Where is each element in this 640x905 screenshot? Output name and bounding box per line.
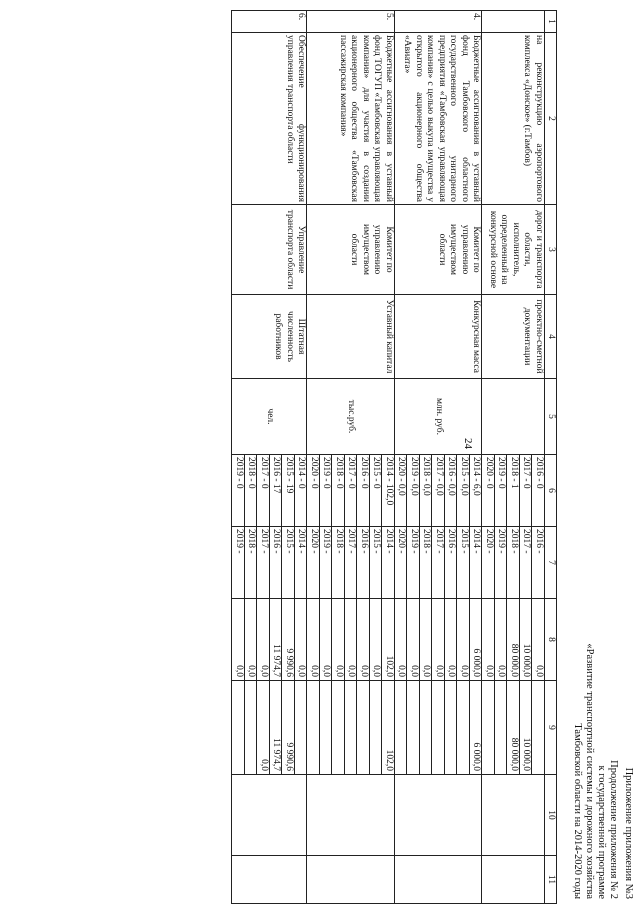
indicator: проектно-сметной документации: [482, 295, 545, 379]
indicator-value: 2019 - 0,0: [408, 455, 421, 526]
funding-year: 2018 -: [333, 527, 346, 598]
funding-year: 2018 -: [245, 527, 258, 598]
page-number: 24: [462, 438, 474, 449]
funding-year: 2020 -: [483, 527, 496, 598]
funding-year: 2014 -: [296, 529, 307, 554]
funding-total: 0,0: [458, 599, 471, 680]
funding-regional: [233, 681, 246, 774]
funding-total: 0,0: [445, 599, 458, 680]
unit: млн. руб.: [395, 379, 483, 455]
indicator-value: 2015 - 0: [370, 455, 383, 526]
indicator-value: 2016 - 0: [358, 455, 371, 526]
indicator-value: 2019 - 0: [320, 455, 333, 526]
col-header: 8: [545, 599, 557, 681]
indicator-value: 2015 - 0,0: [458, 455, 471, 526]
funding-regional-cell: [307, 681, 395, 775]
indicator-value-cell: [232, 455, 307, 527]
funding-year: 2016 -: [534, 529, 544, 554]
indicator: Конкурсная масса: [395, 295, 483, 379]
funding-regional: [445, 681, 458, 774]
funding-year-cell: [482, 527, 545, 599]
funding-regional: [495, 681, 508, 774]
funding-year: 2016 -: [445, 527, 458, 598]
funding-regional: 6 000,0: [471, 742, 482, 771]
funding-regional-cell: [482, 681, 545, 775]
funding-year: 2017 -: [520, 527, 533, 598]
funding-total: 0,0: [233, 599, 246, 680]
indicator-value: 2018 - 0,0: [420, 455, 433, 526]
row-number: [482, 11, 545, 33]
indicator-value: 2019 - 0: [233, 455, 246, 526]
table-row: [395, 11, 483, 904]
funding-total: 11 974,7: [270, 599, 283, 680]
program-table: [232, 10, 558, 904]
indicator-value-cell: [395, 455, 483, 527]
column-number-row: [545, 11, 557, 904]
funding-regional: 0,0: [258, 681, 271, 774]
col-header: 7: [545, 527, 557, 599]
unit: тыс.руб.: [307, 379, 395, 455]
indicator: Уставный капитал: [307, 295, 395, 379]
funding-total: 6 000,0: [471, 648, 482, 677]
table-body: [232, 11, 545, 904]
funding-regional: [358, 681, 371, 774]
indicator-value: 2017 - 0: [520, 455, 533, 526]
funding-total: 0,0: [395, 599, 408, 680]
funding-regional: 9 990,6: [283, 681, 296, 774]
funding-year: 2017 -: [345, 527, 358, 598]
table-row: [307, 11, 395, 904]
col-header: 2: [545, 33, 557, 205]
funding-year: 2016 -: [270, 527, 283, 598]
indicator-value: 2019 - 0: [495, 455, 508, 526]
funding-regional: [245, 681, 258, 774]
funding-year: 2019 -: [233, 527, 246, 598]
indicator-value: 2015 - 19: [283, 455, 296, 526]
funding-regional: 11 974,7: [270, 681, 283, 774]
executor: Управление транспорта области: [232, 205, 307, 295]
indicator-value: 2017 - 0: [345, 455, 358, 526]
funding-total: 0,0: [433, 599, 446, 680]
indicator-value: 2020 - 0: [308, 455, 321, 526]
funding-regional: 10 000,0: [520, 681, 533, 774]
funding-regional: [370, 681, 383, 774]
funding-regional: 80 000,0: [508, 681, 521, 774]
measure-name: Обеспечение функционирования управления транспорта области: [232, 33, 307, 205]
funding-total: 0,0: [296, 665, 307, 677]
funding-federal-cell: [232, 775, 307, 856]
indicator-value: 2014 - 0: [296, 457, 307, 489]
col-header: 4: [545, 295, 557, 379]
funding-regional: [295, 681, 307, 774]
indicator: Штатная численность работников: [232, 295, 307, 379]
funding-year: 2019 -: [320, 527, 333, 598]
funding-year: 2017 -: [258, 527, 271, 598]
funding-total-cell: [232, 599, 307, 681]
indicator-value: 2018 - 1: [508, 455, 521, 526]
funding-total: 0,0: [408, 599, 421, 680]
header-annex-3: Приложение приложения №3: [623, 767, 634, 899]
funding-other-cell: [307, 856, 395, 904]
indicator-value: 2018 - 0: [333, 455, 346, 526]
funding-federal-cell: [395, 775, 483, 856]
funding-year: 2015 -: [458, 527, 471, 598]
indicator-value: 2017 - 0,0: [433, 455, 446, 526]
funding-other-cell: [232, 856, 307, 904]
funding-other-cell: [395, 856, 483, 904]
funding-year: 2015 -: [370, 527, 383, 598]
funding-year: 2017 -: [433, 527, 446, 598]
col-header: 3: [545, 205, 557, 295]
indicator-value: 2020 - 0,0: [395, 455, 408, 526]
funding-regional-cell: [395, 681, 483, 775]
funding-total: 0,0: [483, 599, 496, 680]
col-header: 10: [545, 775, 557, 856]
col-header: 11: [545, 856, 557, 904]
funding-total: 80 000,0: [508, 599, 521, 680]
funding-regional: [483, 681, 496, 774]
funding-federal-cell: [482, 775, 545, 856]
funding-year: 2020 -: [308, 527, 321, 598]
col-header: 1: [545, 11, 557, 33]
funding-total: 0,0: [333, 599, 346, 680]
funding-total: 0,0: [320, 599, 333, 680]
indicator-value: 2020 - 0: [483, 455, 496, 526]
indicator-value: 2014 - 6,0: [471, 457, 482, 496]
funding-total: 0,0: [245, 599, 258, 680]
funding-total: 0,0: [308, 599, 321, 680]
row-number: 4.: [395, 11, 483, 33]
funding-regional: [433, 681, 446, 774]
executor: Комитет по управлению имуществом области: [307, 205, 395, 295]
executor: Комитет по управлению имуществом области: [395, 205, 483, 295]
header-program-years: Тамбовской области на 2014-2020 годы: [572, 723, 583, 899]
funding-total: 0,0: [358, 599, 371, 680]
col-header: 5: [545, 379, 557, 455]
indicator-value: 2018 - 0: [245, 455, 258, 526]
funding-year: 2015 -: [283, 527, 296, 598]
funding-total: 0,0: [258, 599, 271, 680]
funding-federal-cell: [307, 775, 395, 856]
funding-total-cell: [307, 599, 395, 681]
table-row: [482, 11, 545, 904]
funding-regional-cell: [232, 681, 307, 775]
funding-total: 0,0: [370, 599, 383, 680]
indicator-value-cell: [482, 455, 545, 527]
funding-year: 2016 -: [358, 527, 371, 598]
funding-year: 2020 -: [395, 527, 408, 598]
funding-regional: [345, 681, 358, 774]
header-annex-2: Продолжение приложения № 2: [608, 760, 619, 899]
funding-regional: [333, 681, 346, 774]
funding-regional: [420, 681, 433, 774]
funding-year: 2014 -: [384, 529, 394, 554]
funding-regional: [395, 681, 408, 774]
funding-year: 2019 -: [495, 527, 508, 598]
funding-regional: [533, 681, 545, 774]
funding-year-cell: [395, 527, 483, 599]
funding-regional: 102,0: [384, 749, 394, 771]
funding-year-cell: [232, 527, 307, 599]
funding-total: 9 990,6: [283, 599, 296, 680]
row-number: 6.: [232, 11, 307, 33]
funding-total: 0,0: [495, 599, 508, 680]
col-header: 6: [545, 455, 557, 527]
measure-name: на реконструкцию аэропортового комплекса «Донское» (г.Тамбов): [482, 33, 545, 205]
indicator-value: 2014 - 102,0: [384, 457, 394, 506]
funding-total-cell: [395, 599, 483, 681]
col-header: 9: [545, 681, 557, 775]
measure-name: Бюджетные ассигнования в уставный фонд Тамбовского областного государственного унитарного предприятия «Тамбовская управляющая компания» с целью выкупа имущества у открытого акционерного общества «Авиата»: [395, 33, 483, 205]
funding-year: 2018 -: [508, 527, 521, 598]
executor: дорог и транспорта области, исполнитель, определенный на конкурсной основе: [482, 205, 545, 295]
row-number: 5.: [307, 11, 395, 33]
indicator-value: 2016 - 0,0: [445, 455, 458, 526]
funding-total: 0,0: [345, 599, 358, 680]
funding-total: 0,0: [420, 599, 433, 680]
unit: [482, 379, 545, 455]
measure-name: Бюджетные ассигнования в уставный фонд ТОГУП «Тамбовская управляющая компания» для участия в создании акционерного общества «Тамбовская пассажирская компания»: [307, 33, 395, 205]
funding-total: 102,0: [384, 655, 394, 677]
funding-year: 2014 -: [471, 529, 482, 554]
funding-total: 10 000,0: [520, 599, 533, 680]
unit: чел.: [232, 379, 307, 455]
header-program-title: «Развитие транспортной системы и дорожного хозяйства: [584, 643, 595, 899]
funding-year: 2018 -: [420, 527, 433, 598]
funding-regional: [308, 681, 321, 774]
funding-total-cell: [482, 599, 545, 681]
indicator-value: 2016 - 0: [534, 457, 544, 489]
funding-other-cell: [482, 856, 545, 904]
header-program: к государственной программе: [596, 765, 607, 899]
funding-regional: [320, 681, 333, 774]
funding-year: 2019 -: [408, 527, 421, 598]
table-row: [232, 11, 307, 904]
indicator-value: 2017 - 0: [258, 455, 271, 526]
funding-regional: [408, 681, 421, 774]
indicator-value-cell: [307, 455, 395, 527]
funding-total: 0,0: [534, 665, 544, 677]
indicator-value: 2016 - 17: [270, 455, 283, 526]
funding-regional: [458, 681, 471, 774]
funding-year-cell: [307, 527, 395, 599]
